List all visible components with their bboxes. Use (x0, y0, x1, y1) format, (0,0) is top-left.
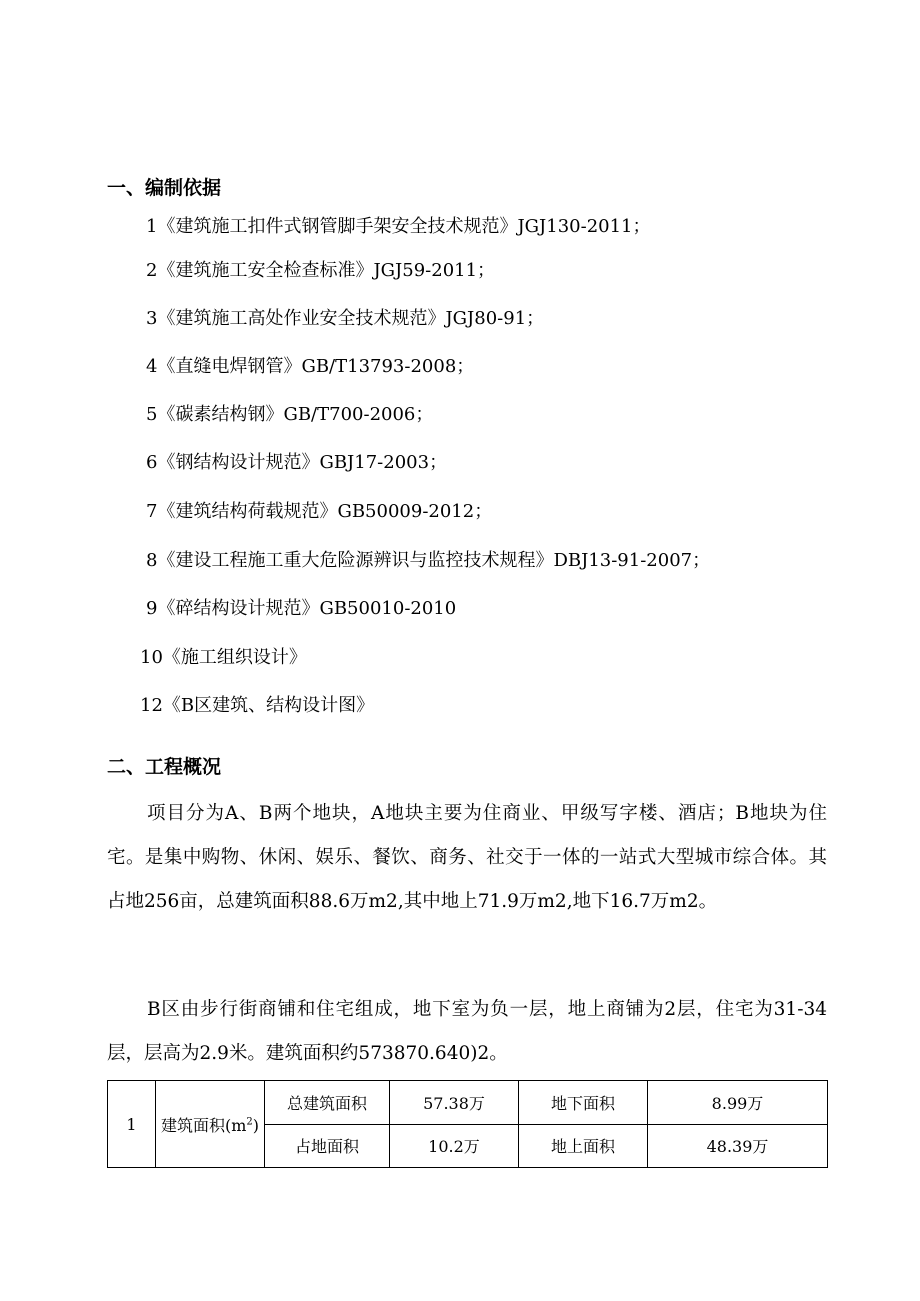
reference-item: 4《直缝电焊钢管》GB/T13793-2008； (146, 356, 475, 377)
category-close: ) (252, 1115, 260, 1135)
label-cell: 地下面积 (519, 1081, 648, 1125)
reference-item: 1《建筑施工扣件式钢管脚手架安全技术规范》JGJ130-2011； (146, 216, 651, 237)
overview-paragraph: 项目分为A、B两个地块，A地块主要为住商业、甲级写字楼、酒店；B地块为住宅。是集中购物、休闲、娱乐、餐饮、商务、社交于一体的一站式大型城市综合体。其占地256亩，总建筑面积88.6万m2,其中地上71.9万m2,地下16.7万m2。 (107, 803, 827, 912)
table-row (108, 1081, 828, 1125)
label-cell: 地上面积 (519, 1124, 648, 1168)
label-cell: 占地面积 (265, 1124, 390, 1168)
reference-item: 5《碳素结构钢》GB/T700-2006； (146, 404, 434, 425)
reference-item: 2《建筑施工安全检查标准》JGJ59-2011； (146, 260, 496, 281)
value-cell: 10.2万 (390, 1124, 519, 1168)
category-label: 建筑面积(m (160, 1115, 247, 1135)
label-cell: 总建筑面积 (265, 1081, 390, 1125)
reference-item: 10《施工组织设计》 (140, 647, 307, 668)
row-index-cell: 1 (108, 1081, 156, 1168)
reference-item: 6《钢结构设计规范》GBJ17-2003； (146, 452, 448, 473)
reference-item: 8《建设工程施工重大危险源辨识与监控技术规程》DBJ13-91-2007； (146, 550, 711, 571)
section-heading-overview: 二、工程概况 (107, 756, 222, 778)
section-heading-basis: 一、编制依据 (107, 177, 222, 199)
reference-item: 12《B区建筑、结构设计图》 (140, 695, 375, 716)
reference-item: 3《建筑施工高处作业安全技术规范》JGJ80-91； (146, 308, 545, 329)
reference-item: 9《碎结构设计规范》GB50010-2010 (146, 598, 457, 619)
value-cell: 8.99万 (648, 1081, 828, 1125)
area-summary-table (107, 1080, 828, 1168)
value-cell: 48.39万 (648, 1124, 828, 1168)
reference-item: 7《建筑结构荷载规范》GB50009-2012； (146, 501, 493, 522)
category-unit-sup: 2 (246, 1116, 253, 1128)
value-cell: 57.38万 (390, 1081, 519, 1125)
category-cell (156, 1081, 265, 1168)
b-zone-paragraph: B区由步行街商铺和住宅组成，地下室为负一层，地上商铺为2层，住宅为31-34层，层高为2.9米。建筑面积约573870.640)2。 (107, 999, 827, 1064)
